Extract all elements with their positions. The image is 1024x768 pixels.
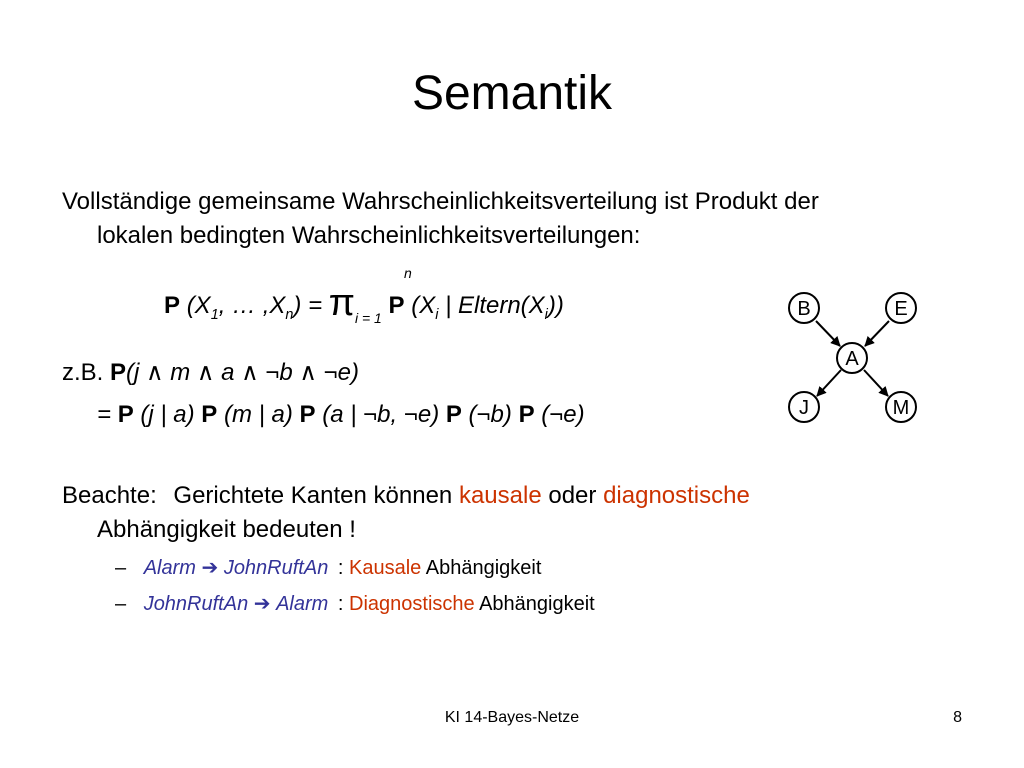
bullet-causal: [115, 554, 541, 582]
bullet-dash: –: [115, 557, 127, 579]
formula-x1-open: (X: [186, 292, 211, 319]
example-expansion: [97, 398, 585, 432]
product-bottom: i = 1: [354, 310, 382, 326]
svg-text:E: E: [894, 298, 908, 320]
example-p1: P: [117, 401, 134, 428]
note-line-2: Abhängigkeit bedeuten !: [97, 516, 356, 543]
edge-a-j: [817, 370, 841, 396]
example-line: [62, 356, 359, 390]
formula-p2: P: [388, 292, 405, 319]
note-oder: oder: [548, 482, 597, 509]
footer-title: KI 14-Bayes-Netze: [444, 709, 580, 726]
node-j: [789, 392, 819, 422]
note-label: Beachte:: [62, 482, 157, 509]
page-number: 8: [953, 709, 962, 726]
edge-a-m: [864, 370, 888, 396]
note-line-1: [62, 479, 750, 513]
product-top: n: [404, 265, 412, 281]
intro-line-1: Vollständige gemeinsame Wahrscheinlichkeitsverteilung ist Produkt der: [62, 188, 819, 215]
node-a: [837, 343, 867, 373]
node-m: [886, 392, 916, 422]
svg-text:M: M: [892, 397, 910, 419]
example-t5: (¬e): [534, 401, 585, 428]
example-p: P: [110, 359, 127, 386]
formula-p: P: [164, 292, 181, 319]
bullet-kind: Diagnostische: [349, 593, 475, 615]
note-diagnostische: diagnostische: [603, 482, 750, 509]
bullet-to: JohnRuftAn: [223, 557, 329, 579]
formula-sub-1: 1: [210, 306, 219, 323]
example-t1: (j | a): [133, 401, 195, 428]
formula-close-eq: ) =: [293, 292, 323, 319]
formula-end: )): [547, 292, 564, 319]
bullet-rest: Abhängigkeit: [425, 557, 542, 579]
bayes-network-diagram: [780, 285, 930, 440]
formula-xi-open: (X: [411, 292, 436, 319]
example-t4: (¬b): [461, 401, 512, 428]
bullet-to: Alarm: [276, 593, 329, 615]
node-b: [789, 293, 819, 323]
slide-title: Semantik: [411, 67, 613, 120]
bullet-from: Alarm: [143, 557, 196, 579]
example-p4: P: [445, 401, 462, 428]
example-p3: P: [299, 401, 316, 428]
example-p5: P: [518, 401, 535, 428]
note-kausale: kausale: [458, 482, 542, 509]
product-symbol: π: [328, 282, 355, 324]
formula-eltern: | Eltern(X: [438, 292, 545, 319]
joint-probability-formula: [164, 280, 564, 326]
svg-text:B: B: [797, 298, 811, 320]
node-e: [886, 293, 916, 323]
arrow-right-icon: ➔: [201, 557, 219, 579]
formula-sub-i2: i: [544, 306, 548, 323]
note-text: Gerichtete Kanten können: [173, 482, 453, 509]
bullet-diagnostic: [115, 590, 595, 618]
bullet-dash: –: [115, 593, 127, 615]
formula-sub-n: n: [285, 306, 294, 323]
arrow-right-icon: ➔: [253, 593, 271, 615]
svg-text:J: J: [799, 397, 809, 419]
intro-line-2: lokalen bedingten Wahrscheinlichkeitsverteilungen:: [97, 222, 641, 249]
example-t3: (a | ¬b, ¬e): [315, 401, 440, 428]
example-prefix: z.B.: [62, 359, 104, 386]
bullet-rest: Abhängigkeit: [479, 593, 595, 615]
example-p2: P: [201, 401, 218, 428]
bullet-from: JohnRuftAn: [143, 593, 249, 615]
example-expr: (j ∧ m ∧ a ∧ ¬b ∧ ¬e): [126, 359, 360, 386]
bullet-sep: :: [337, 557, 344, 579]
example-t2: (m | a): [217, 401, 293, 428]
bullet-sep: :: [337, 593, 344, 615]
example-eq: =: [97, 401, 112, 428]
svg-text:A: A: [845, 348, 859, 370]
formula-sub-i: i: [435, 306, 439, 323]
edge-b-a: [816, 321, 840, 346]
edge-e-a: [865, 321, 889, 346]
formula-mid: , … ,X: [218, 292, 286, 319]
bullet-kind: Kausale: [349, 557, 422, 579]
